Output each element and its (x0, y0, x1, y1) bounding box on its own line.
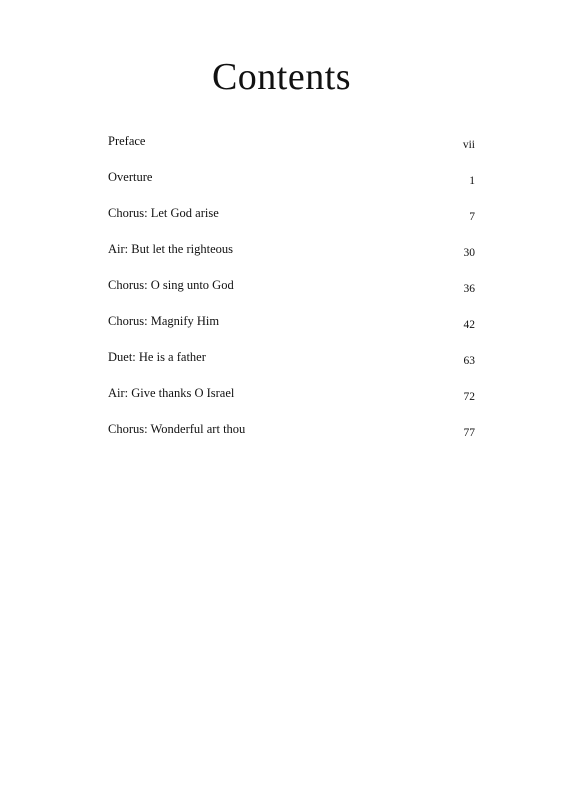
toc-entry-preface (108, 134, 475, 170)
toc-entry-wonderful-art-thou (108, 422, 475, 458)
page-title: Contents (211, 56, 352, 99)
toc-entry-let-god-arise (108, 206, 475, 242)
toc-entry-title: Chorus: O sing unto God (108, 278, 234, 292)
toc-entry-page: 72 (463, 391, 475, 403)
toc-entry-title: Chorus: Wonderful art thou (108, 422, 246, 436)
toc-entry-page: 42 (463, 319, 475, 331)
toc-entry-page: 77 (463, 427, 475, 439)
toc-entry-overture (108, 170, 475, 206)
toc-entry-title: Chorus: Let God arise (108, 206, 219, 220)
toc-entry-page: 36 (463, 283, 475, 295)
toc-entry-page: 30 (463, 247, 475, 259)
toc-entry-title: Air: But let the righteous (108, 242, 233, 256)
toc-entry-page: 1 (469, 175, 475, 187)
toc-entry-page: 63 (463, 355, 475, 367)
toc-entry-title: Overture (108, 170, 153, 184)
toc-entry-page: vii (462, 139, 475, 151)
toc-entry-o-sing-unto-god (108, 278, 475, 314)
toc-entry-give-thanks (108, 386, 475, 422)
toc-entry-magnify-him (108, 314, 475, 350)
toc-entry-title: Air: Give thanks O Israel (108, 386, 235, 400)
toc-entry-title: Preface (108, 134, 146, 148)
toc-entry-page: 7 (469, 211, 475, 223)
toc-entry-title: Duet: He is a father (108, 350, 206, 364)
toc-entry-he-is-a-father (108, 350, 475, 386)
table-of-contents (108, 134, 475, 458)
toc-entry-title: Chorus: Magnify Him (108, 314, 220, 328)
toc-entry-let-the-righteous (108, 242, 475, 278)
